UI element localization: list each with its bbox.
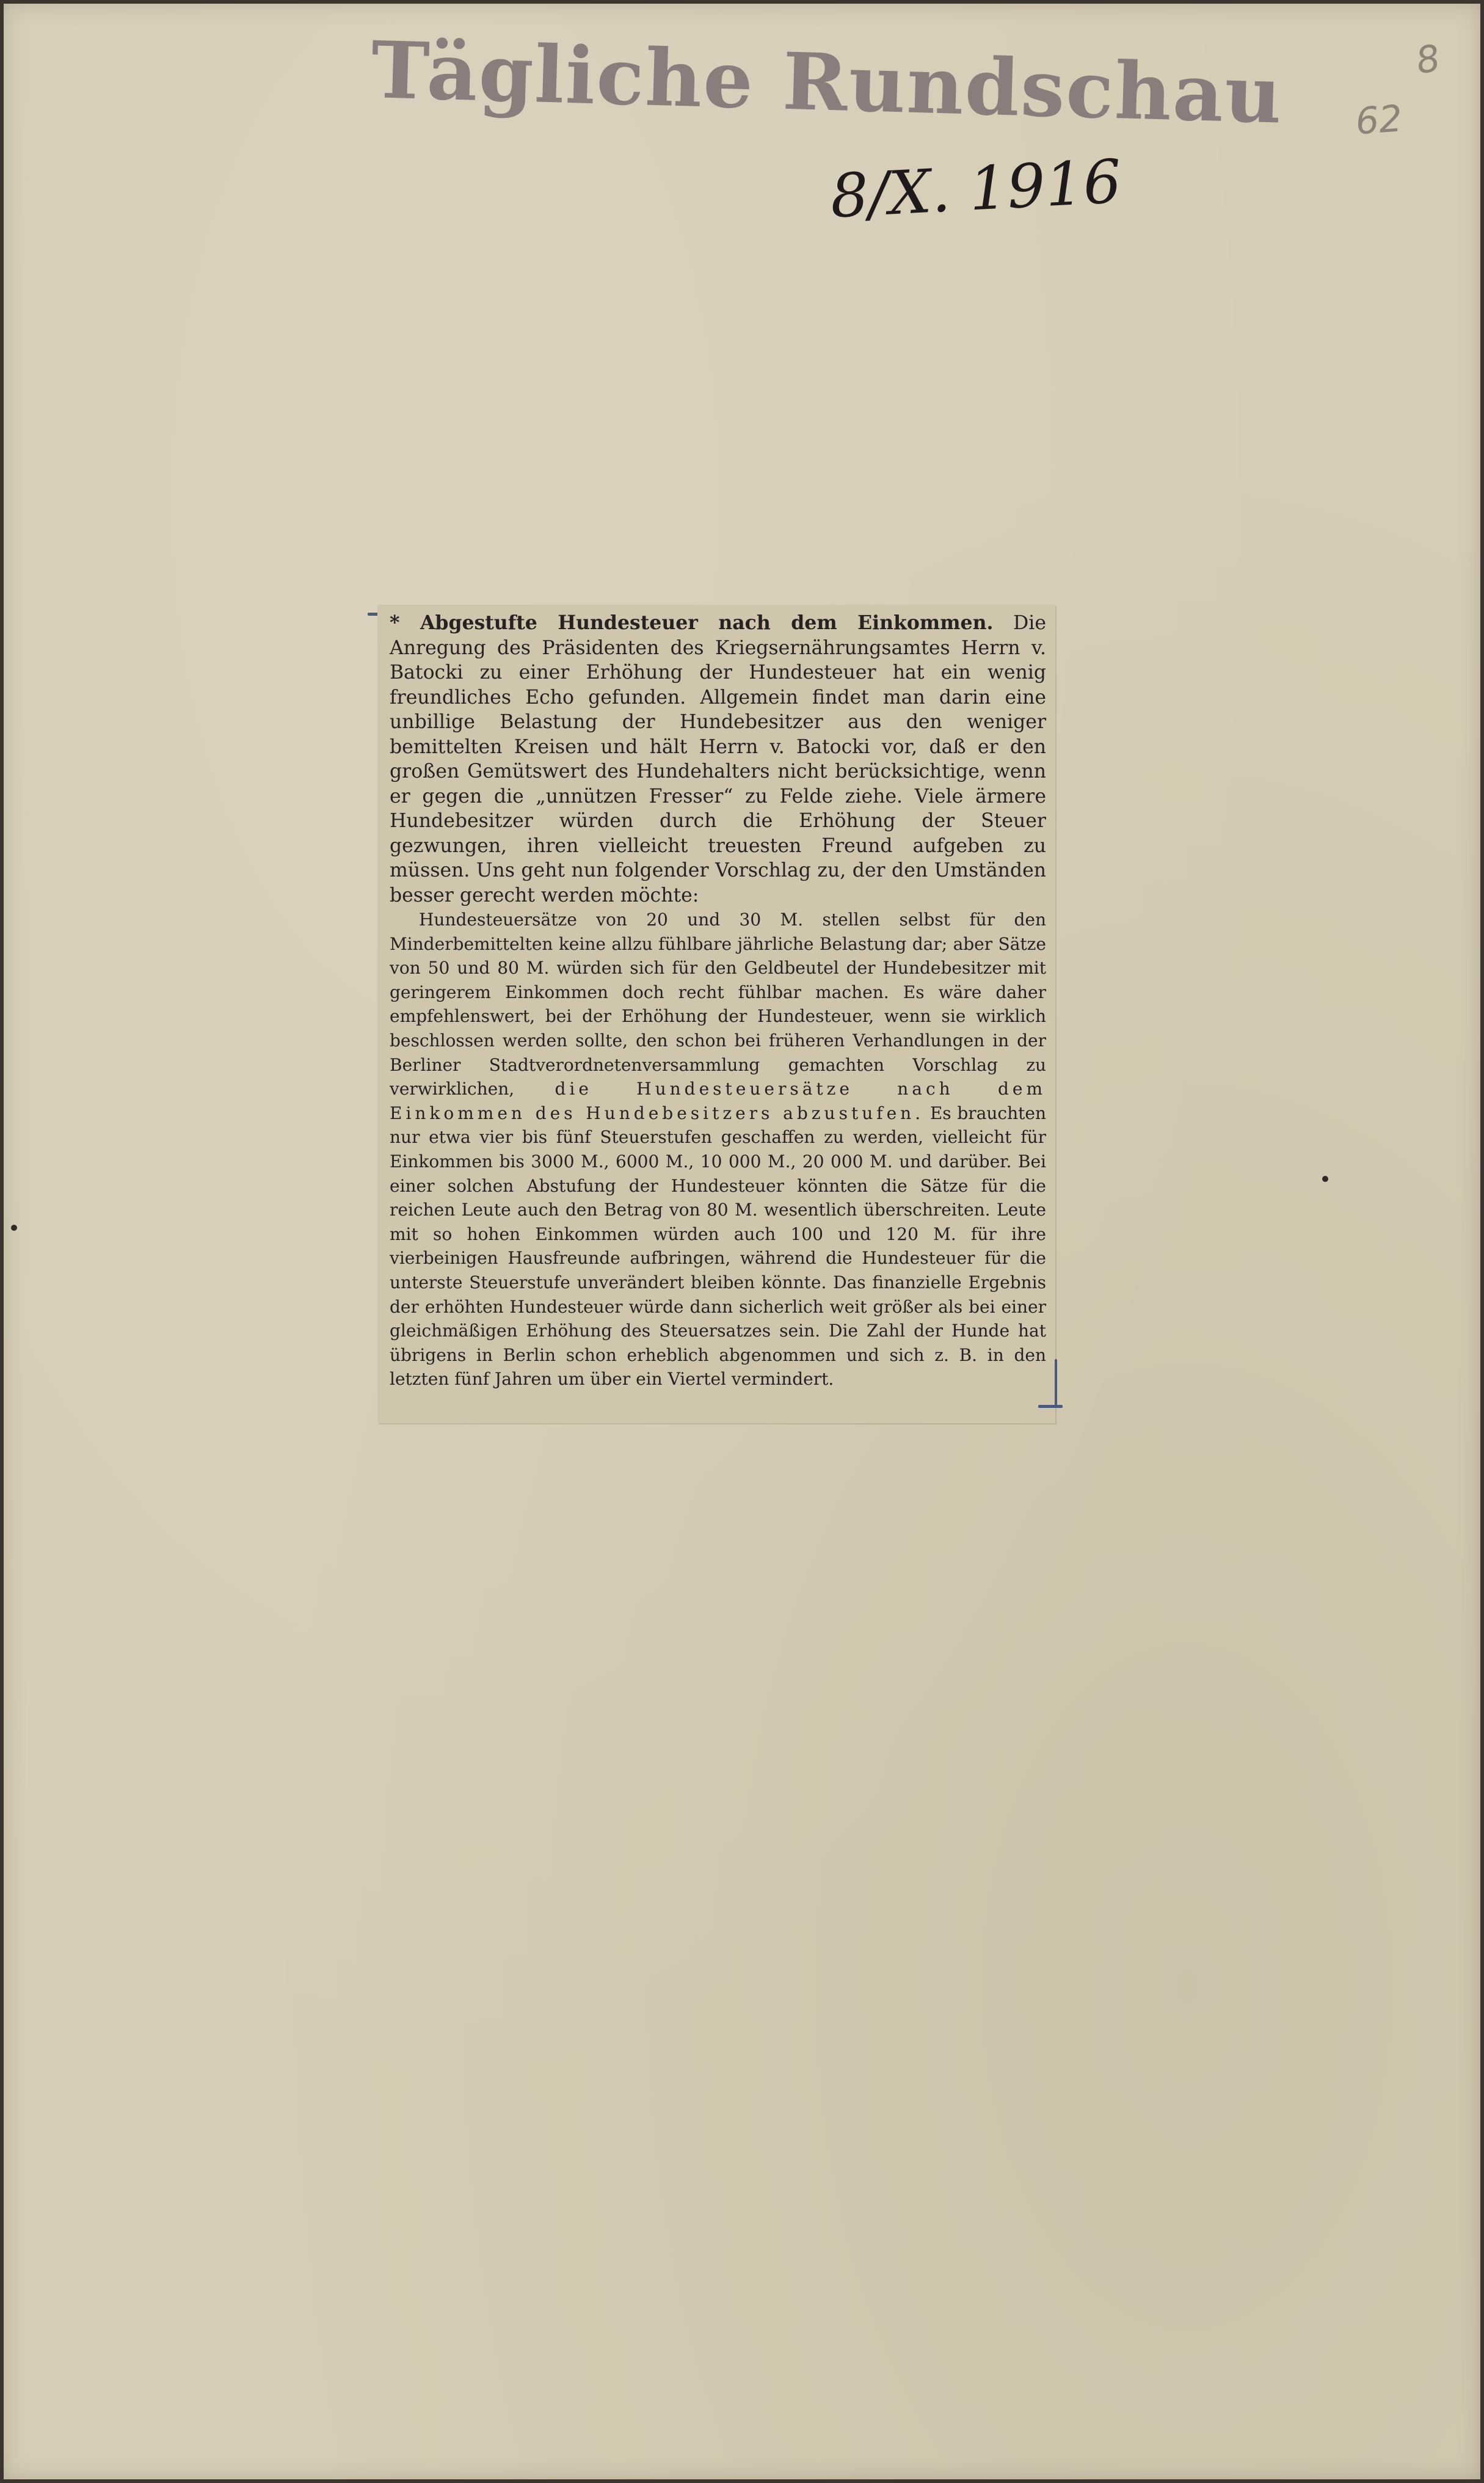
article-paragraph-1 — [390, 611, 1046, 908]
archive-number: 62 — [1354, 97, 1404, 144]
folio-number: 8 — [1413, 37, 1444, 83]
punch-hole — [11, 1225, 17, 1231]
article-paragraph-2-end: Es brauchten nur etwa vier bis fünf Steuerstufen geschaffen zu werden, vielleicht für Einkommen bis 3000 M., 6000 M., 10 000 M., 20 000 M. und darüber. Bei einer solchen Abstufung der Hundesteuer könnten die Sätze für die reichen Leute auch den Betrag von 80 M. wesentlich überschreiten. Leute mit so hohen Einkommen würden auch 100 und 120 M. für ihre vierbeinigen Hausfreunde aufbringen, während die Hundesteuer für die unterste Steuerstufe unverändert bleiben könnte. Das finanzielle Ergebnis der erhöhten Hundesteuer würde dann sicherlich weit größer als bei einer gleichmäßigen Erhöhung des Steuersatzes sein. Die Zahl der Hunde hat übrigens in Berlin schon erheblich abgenommen und sich z. B. in den letzten fünf Jahren um über ein Viertel vermindert. — [390, 1103, 1046, 1390]
newspaper-name-stamp: Tägliche Rundschau — [369, 24, 1284, 142]
blue-pen-mark-vertical — [1055, 1359, 1057, 1408]
newspaper-clipping — [377, 605, 1055, 1423]
ink-spot — [1322, 1176, 1328, 1182]
blue-pen-mark-end — [1038, 1405, 1063, 1408]
article-headline: * Abgestufte Hundesteuer nach dem Einkommen. — [390, 611, 994, 634]
article-body — [390, 611, 1046, 1391]
article-paragraph-1-text: Die Anregung des Präsidenten des Kriegsernährungsamtes Herrn v. Batocki zu einer Erhöhung der Hundesteuer hat ein wenig freundliches Echo gefunden. Allgemein findet man darin eine unbillige Belastung der Hundebesitzer aus den weniger bemittelten Kreisen und hält Herrn v. Batocki vor, daß er den großen Gemütswert des Hundehalters nicht berücksichtige, wenn er gegen die „unnützen Fresser“ zu Felde ziehe. Viele ärmere Hundebesitzer würden durch die Erhöhung der Steuer gezwungen, ihren vielleicht treuesten Freund aufgeben zu müssen. Uns geht nun folgender Vorschlag zu, der den Umständen besser gerecht werden möchte: — [390, 612, 1046, 906]
article-paragraph-2-start: Hundesteuersätze von 20 und 30 M. stellen selbst für den Minderbemittelten keine allzu fühlbare jährliche Belastung dar; aber Sätze von 50 und 80 M. würden sich für den Geldbeutel der Hundebesitzer mit geringerem Einkommen doch recht fühlbar machen. Es wäre daher empfehlenswert, bei der Erhöhung der Hundesteuer, wenn sie wirklich beschlossen werden sollte, den schon bei früheren Verhandlungen in der Berliner Stadtverordnetenversammlung gemachten Vorschlag zu verwirklichen, — [390, 910, 1046, 1099]
article-paragraph-2 — [390, 908, 1046, 1391]
handwritten-date: 8/X. 1916 — [828, 147, 1124, 232]
article-emphasis: die Hundesteuersätze nach dem Einkommen des Hundebesitzers abzustufen. — [390, 1079, 1046, 1123]
